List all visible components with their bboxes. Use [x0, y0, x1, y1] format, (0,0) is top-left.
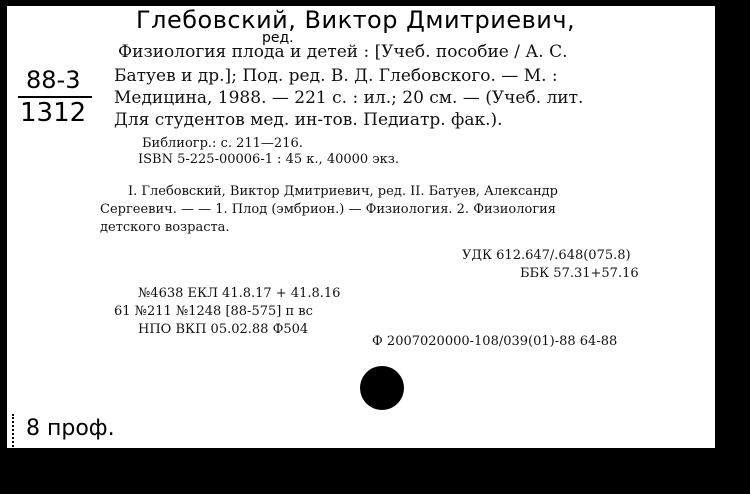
record-accession-1: №4638 ЕКЛ 41.8.17 + 41.8.16 — [138, 286, 341, 301]
record-accession-3: НПО ВКП 05.02.88 Ф504 — [138, 322, 309, 337]
handwritten-shelf-mark-top: 88-3 — [26, 66, 81, 94]
record-line-3: Медицина, 1988. — 221 с. : ил.; 20 см. — (Учеб. лит. — [114, 88, 584, 108]
handwritten-footer-note: 8 проф. — [26, 416, 115, 441]
record-line-2: Батуев и др.]; Под. ред. В. Д. Глебовского. — М. : — [114, 66, 558, 86]
handwritten-editor-note: ред. — [262, 30, 294, 46]
card-right-border — [715, 4, 718, 451]
record-tracing-3: детского возраста. — [100, 220, 230, 235]
handwritten-author-heading: Глебовский, Виктор Дмитриевич, — [136, 6, 576, 34]
catalog-card — [4, 4, 718, 451]
record-udk: УДК 612.647/.648(075.8) — [462, 248, 631, 263]
record-line-4: Для студентов мед. ин-тов. Педиатр. фак.). — [114, 110, 503, 130]
card-left-border — [4, 4, 7, 451]
card-bottom-border — [4, 448, 718, 451]
record-tracing-2: Сергеевич. — — 1. Плод (эмбрион.) — Физиология. 2. Физиология — [100, 202, 556, 217]
punch-hole — [360, 366, 404, 410]
dotted-margin-mark — [12, 414, 20, 454]
handwritten-shelf-mark-bottom: 1312 — [20, 98, 87, 128]
record-code: Ф 2007020000-108/039(01)-88 64-88 — [372, 334, 618, 349]
record-title-line: Физиология плода и детей : [Учеб. пособие / А. С. — [118, 42, 568, 62]
record-bbk: ББК 57.31+57.16 — [520, 266, 639, 281]
record-bibliography: Библиогр.: с. 211—216. — [142, 136, 303, 151]
record-tracing-1: I. Глебовский, Виктор Дмитриевич, ред. II. Батуев, Александр — [128, 184, 558, 199]
record-isbn: ISBN 5-225-00006-1 : 45 к., 40000 экз. — [138, 152, 399, 167]
record-accession-2: 61 №211 №1248 [88-575] п вс — [114, 304, 313, 319]
